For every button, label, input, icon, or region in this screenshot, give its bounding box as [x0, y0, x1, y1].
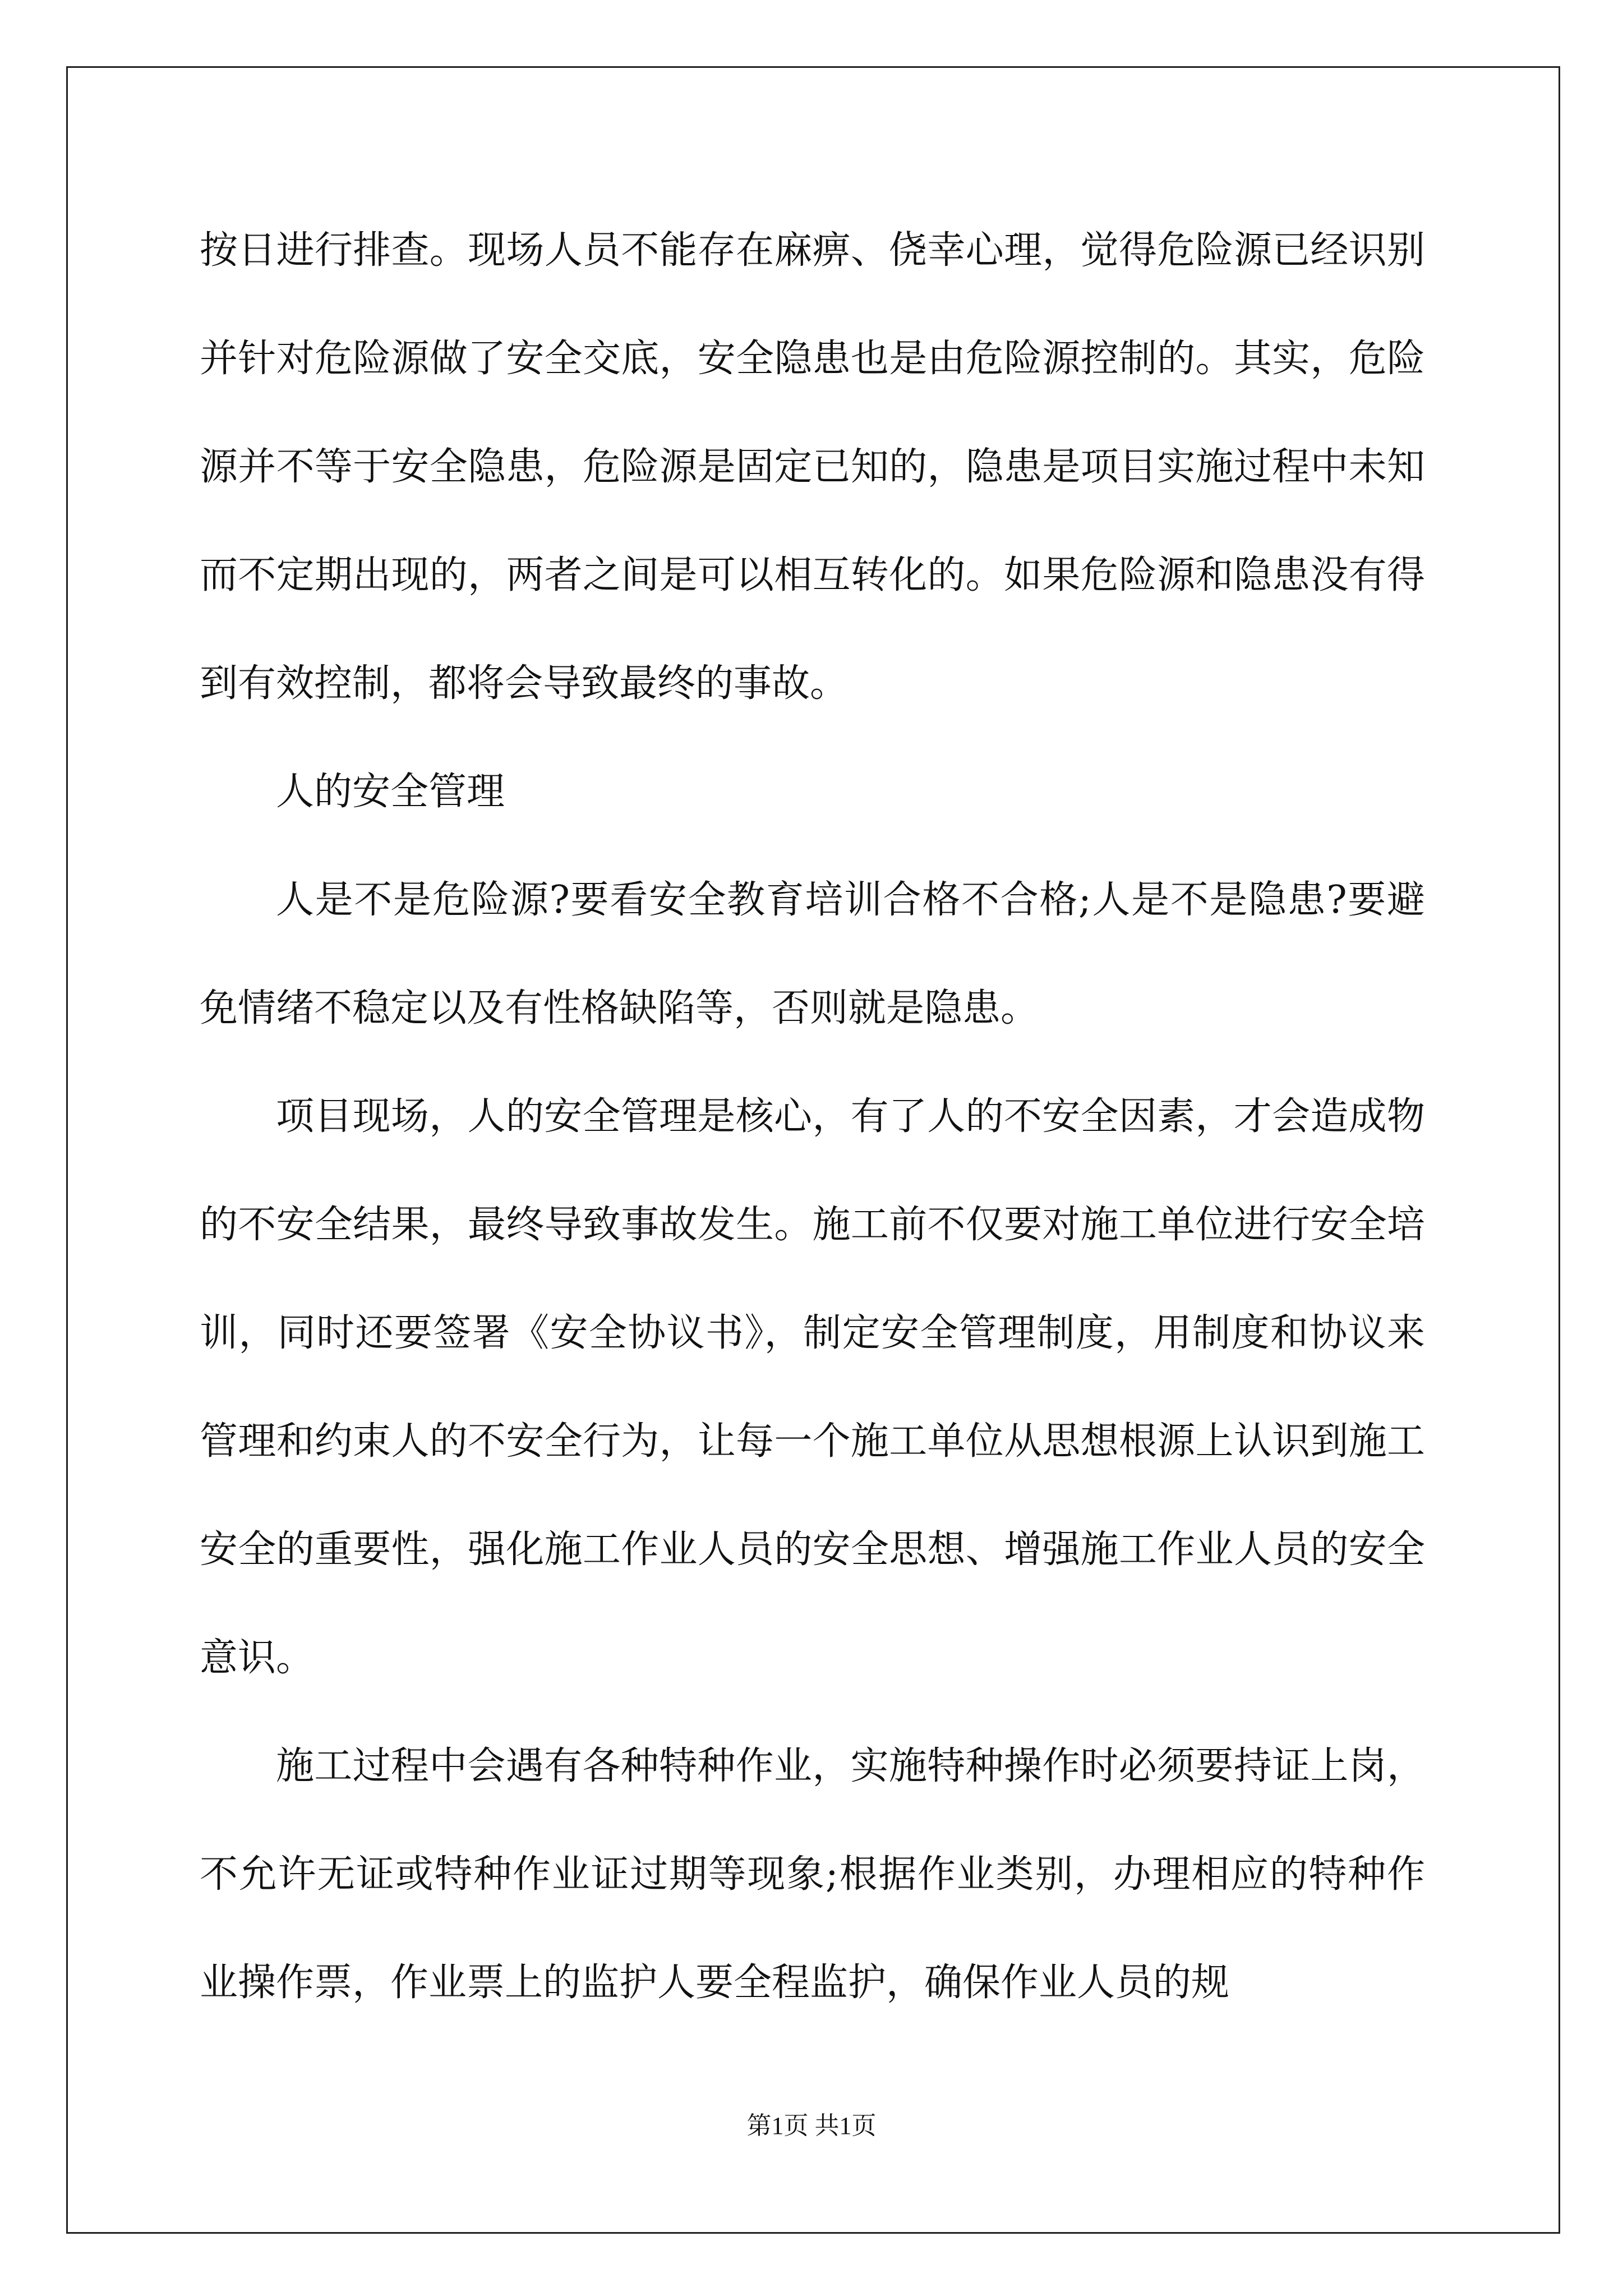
section-heading: 人的安全管理	[276, 770, 505, 814]
page-footer: 第1页 共1页	[746, 2112, 877, 2139]
paragraph-3: 项目现场，人的安全管理是核心，有了人的不安全因素，才会造成物的不安全结果，最终导致事故发生。施工前不仅要对施工单位进行安全培训，同时还要签署《安全协议书》，制定安全管理制度，用制度和协议来管理和约束人的不安全行为，让每一个施工单位从思想根源上认识到施工安全的重要性，强化施工作业人员的安全思想、增强施工作业人员的安全意识。	[200, 1094, 1425, 1680]
document-body	[200, 196, 1425, 2037]
paragraph-4: 施工过程中会遇有各种特种作业，实施特种操作时必须要持证上岗，不允许无证或特种作业证过期等现象;根据作业类别，办理相应的特种作业操作票，作业票上的监护人要全程监护，确保作业人员的规	[200, 1744, 1425, 2005]
paragraph-1: 按日进行排查。现场人员不能存在麻痹、侥幸心理，觉得危险源已经识别并针对危险源做了安全交底，安全隐患也是由危险源控制的。其实，危险源并不等于安全隐患，危险源是固定已知的，隐患是项目实施过程中未知而不定期出现的，两者之间是可以相互转化的。如果危险源和隐患没有得到有效控制，都将会导致最终的事故。	[200, 228, 1425, 706]
paragraph-2: 人是不是危险源?要看安全教育培训合格不合格;人是不是隐患?要避免情绪不稳定以及有性格缺陷等，否则就是隐患。	[200, 878, 1425, 1030]
